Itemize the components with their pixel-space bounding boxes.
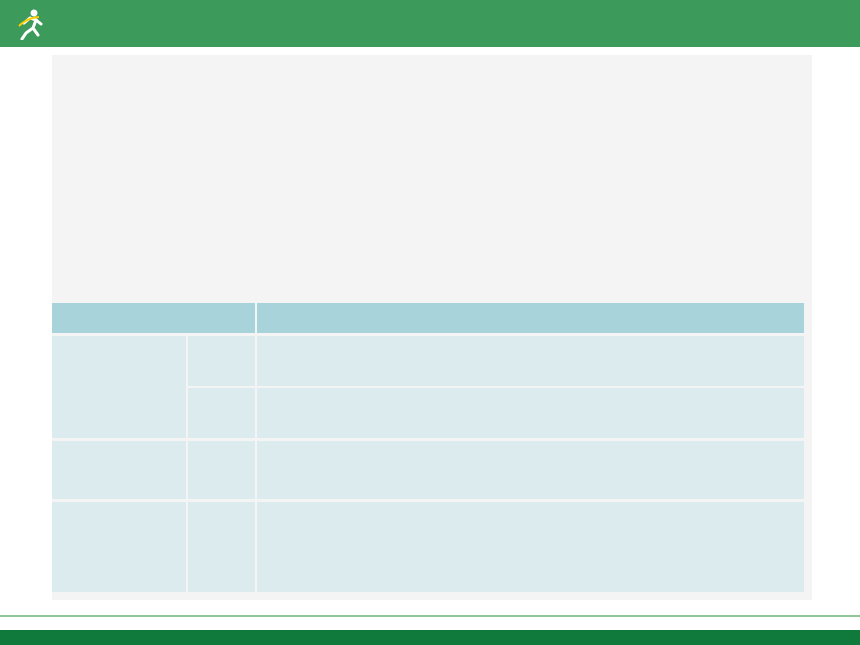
example-line <box>257 413 804 433</box>
example-line <box>257 546 804 566</box>
example-line <box>257 566 804 586</box>
footer-accent-line <box>0 615 860 617</box>
example-cell <box>257 441 804 499</box>
kind-cell <box>188 502 255 592</box>
pronoun-cell-that <box>52 336 186 438</box>
runner-logo-icon <box>17 8 43 40</box>
pronoun-cell-which <box>52 441 186 499</box>
relative-pronoun-table <box>52 303 804 592</box>
kind-cell <box>188 388 255 438</box>
example-line <box>257 393 804 413</box>
kind-cell <box>188 441 255 499</box>
example-line <box>257 341 804 361</box>
site-logo[interactable] <box>17 6 47 42</box>
header-bar <box>0 0 860 47</box>
table-header-examples <box>257 303 804 333</box>
example-line <box>257 361 804 381</box>
pronoun-cell-who <box>52 502 186 592</box>
table-header-pronoun <box>52 303 255 333</box>
example-line <box>257 470 804 490</box>
example-cell <box>257 502 804 592</box>
example-line <box>257 506 804 526</box>
footer-bar <box>0 630 860 645</box>
example-cell <box>257 336 804 386</box>
kind-cell <box>188 336 255 386</box>
example-line <box>257 450 804 470</box>
example-line <box>257 526 804 546</box>
example-cell <box>257 388 804 438</box>
textbook-page <box>52 55 812 600</box>
